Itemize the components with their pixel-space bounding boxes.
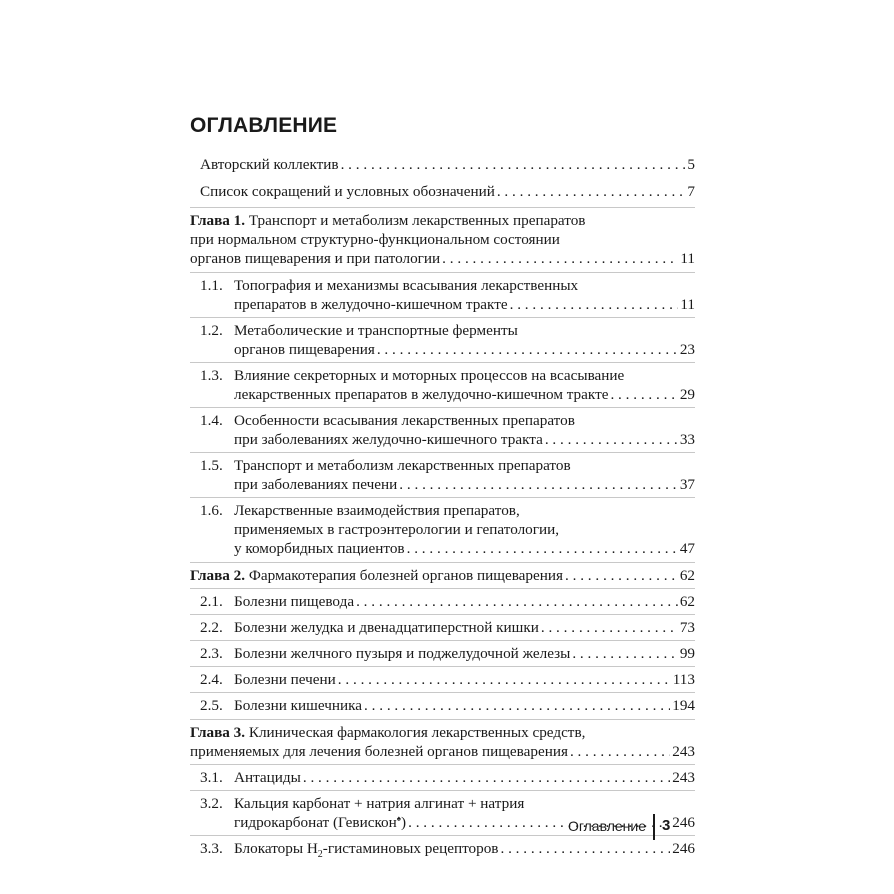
toc-section-1-5[interactable]: 1.5. Транспорт и метаболизм лекарственных препаратов при заболеваниях печени . . . 37 — [190, 456, 695, 494]
chapter-label: Глава 1. — [190, 212, 246, 229]
leader-dots — [570, 742, 670, 761]
toc-section-2-3[interactable]: 2.3. Болезни желчного пузыря и поджелудочной железы . . . 99 — [190, 644, 695, 663]
toc-entry-abbreviations[interactable]: Список сокращений и условных обозначений . . . 7 — [190, 182, 695, 201]
page-number: 73 — [679, 619, 695, 636]
leader-dots — [341, 155, 686, 174]
footer-section-label: Оглавление — [567, 818, 646, 834]
page-number: 7 — [687, 183, 695, 200]
leader-dots — [610, 385, 677, 404]
page-number: 243 — [672, 743, 695, 760]
table-of-contents — [190, 155, 695, 861]
leader-dots — [303, 768, 670, 787]
toc-section-3-2[interactable]: 3.2. Кальция карбонат + натрия алгинат + натрия гидрокарбонат (Гевискон♠) . . . 246 — [190, 794, 695, 832]
page-number: 99 — [679, 645, 695, 662]
toc-chapter-3[interactable]: Глава 3. Клиническая фармакология лекарственных средств, применяемых для лечения болезней органов пищеварения . . . 243 — [190, 723, 695, 761]
leader-dots — [545, 430, 678, 449]
leader-dots — [510, 295, 679, 314]
page-number: 243 — [672, 769, 695, 786]
leader-dots — [399, 475, 678, 494]
chapter-label: Глава 3. — [190, 724, 246, 741]
toc-section-2-4[interactable]: 2.4. Болезни печени . . . 113 — [190, 670, 695, 689]
leader-dots — [364, 696, 670, 715]
page-number: 113 — [672, 671, 695, 688]
page-number: 194 — [672, 697, 695, 714]
chapter-label: Глава 2. — [190, 567, 246, 584]
leader-dots — [356, 592, 678, 611]
leader-dots — [572, 644, 677, 663]
leader-dots — [541, 618, 678, 637]
page-number: 5 — [687, 156, 695, 173]
page-number: 29 — [679, 386, 695, 403]
registered-mark: ♠ — [396, 813, 402, 823]
toc-section-3-1[interactable]: 3.1. Антациды . . . 243 — [190, 768, 695, 787]
toc-section-1-6[interactable]: 1.6. Лекарственные взаимодействия препаратов, применяемых в гастроэнтерологии и гепатологии, у коморбидных пациентов . . . 47 — [190, 501, 695, 558]
toc-section-2-2[interactable]: 2.2. Болезни желудка и двенадцатиперстной кишки . . . 73 — [190, 618, 695, 637]
toc-section-1-2[interactable]: 1.2. Метаболические и транспортные ферменты органов пищеварения . . . 23 — [190, 321, 695, 359]
toc-title: ОГЛАВЛЕНИЕ — [190, 114, 338, 137]
leader-dots — [442, 249, 678, 268]
footer-page-number: 3 — [662, 817, 671, 834]
leader-dots — [338, 670, 671, 689]
page-number: 23 — [679, 341, 695, 358]
page-number: 246 — [672, 814, 695, 831]
page-number: 11 — [680, 296, 695, 313]
leader-dots — [377, 340, 678, 359]
toc-section-1-3[interactable]: 1.3. Влияние секреторных и моторных процессов на всасывание лекарственных препаратов в желудочно-кишечном тракте . . . 29 — [190, 366, 695, 404]
leader-dots — [500, 839, 670, 858]
toc-entry-authors[interactable]: Авторский коллектив . . . 5 — [190, 155, 695, 174]
page-number: 62 — [679, 567, 695, 584]
toc-section-2-1[interactable]: 2.1. Болезни пищевода . . . 62 — [190, 592, 695, 611]
running-footer — [560, 816, 710, 838]
toc-section-1-1[interactable]: 1.1. Топография и механизмы всасывания лекарственных препаратов в желудочно-кишечном тракте . . . 11 — [190, 276, 695, 314]
page-number: 33 — [679, 431, 695, 448]
page-number: 47 — [679, 540, 695, 557]
footer-divider — [653, 814, 655, 840]
page-number: 62 — [679, 593, 695, 610]
page-number: 11 — [680, 250, 695, 267]
toc-section-1-4[interactable]: 1.4. Особенности всасывания лекарственных препаратов при заболеваниях желудочно-кишечного тракта . . . 33 — [190, 411, 695, 449]
toc-section-2-5[interactable]: 2.5. Болезни кишечника . . . 194 — [190, 696, 695, 715]
page-number: 37 — [679, 476, 695, 493]
toc-chapter-1[interactable]: Глава 1. Транспорт и метаболизм лекарственных препаратов при нормальном структурно-функциональном состоянии органов пищеварения и при патологии . . . 11 — [190, 211, 695, 268]
leader-dots — [407, 539, 678, 558]
page-number: 246 — [672, 840, 695, 857]
leader-dots — [497, 182, 686, 201]
toc-section-3-3[interactable]: 3.3. Блокаторы $Н_2$-гистаминовых рецепторов . . . 246 — [190, 839, 695, 858]
toc-chapter-2[interactable]: Глава 2. Фармакотерапия болезней органов пищеварения . . . 62 — [190, 566, 695, 585]
leader-dots — [565, 566, 678, 585]
